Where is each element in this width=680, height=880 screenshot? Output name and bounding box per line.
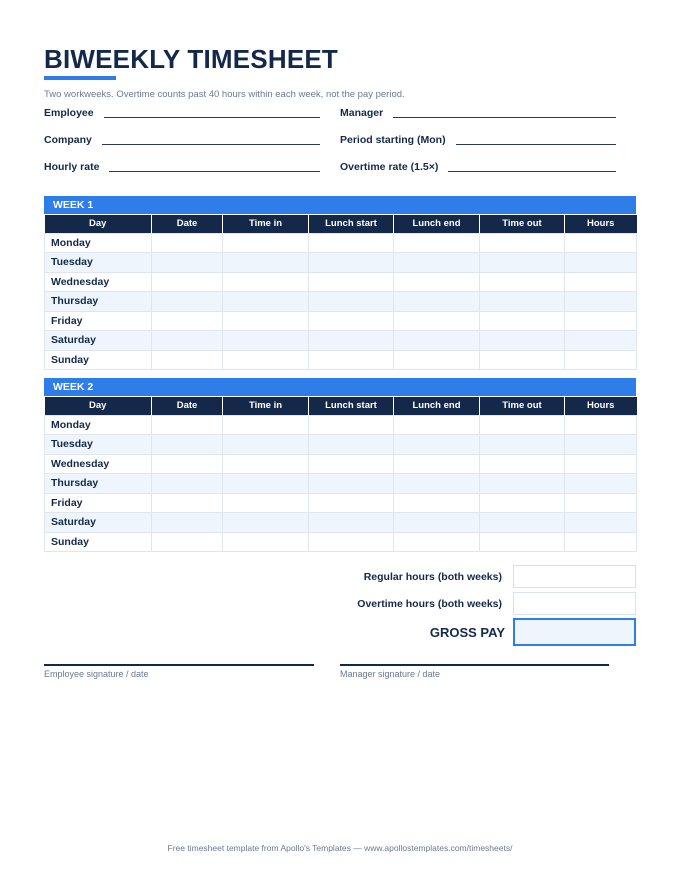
week-2-wednesday-date-cell[interactable] xyxy=(152,454,223,474)
week-1-saturday-hours-cell[interactable] xyxy=(565,331,637,351)
overtime-hours-label: Overtime hours (both weeks) xyxy=(357,598,502,610)
regular-hours-input[interactable] xyxy=(513,565,636,588)
week-1-wednesday-date-cell[interactable] xyxy=(152,272,223,292)
week-2-col-hours: Hours xyxy=(565,397,637,415)
week-2-col-time-in: Time in xyxy=(223,397,309,415)
company-field[interactable] xyxy=(44,132,320,146)
week-1-sunday-time-out-cell[interactable] xyxy=(480,350,565,370)
table-row xyxy=(45,493,637,513)
week-1-day-label: Monday xyxy=(45,233,152,253)
week-2-day-label: Wednesday xyxy=(45,454,152,474)
table-row xyxy=(45,272,637,292)
week-2-sunday-hours-cell[interactable] xyxy=(565,532,637,552)
week-1-body xyxy=(45,233,637,370)
week-1-monday-time-out-cell[interactable] xyxy=(480,233,565,253)
week-2-sunday-lunch-end-cell[interactable] xyxy=(394,532,480,552)
table-row xyxy=(45,292,637,312)
week-2-friday-time-out-cell[interactable] xyxy=(480,493,565,513)
table-row xyxy=(45,415,637,435)
week-1-thursday-time-in-cell[interactable] xyxy=(223,292,309,312)
week-1-monday-time-in-cell[interactable] xyxy=(223,233,309,253)
week-2-saturday-hours-cell[interactable] xyxy=(565,513,637,533)
week-1-friday-date-cell[interactable] xyxy=(152,311,223,331)
week-1-saturday-time-out-cell[interactable] xyxy=(480,331,565,351)
week-1-col-day: Day xyxy=(45,215,152,233)
week-1-sunday-lunch-end-cell[interactable] xyxy=(394,350,480,370)
week-2-tuesday-lunch-start-cell[interactable] xyxy=(309,435,394,455)
company-label: Company xyxy=(44,134,92,146)
week-1-thursday-time-out-cell[interactable] xyxy=(480,292,565,312)
week-1-day-label: Saturday xyxy=(45,331,152,351)
period-start-field[interactable] xyxy=(340,132,616,146)
week-2-saturday-lunch-end-cell[interactable] xyxy=(394,513,480,533)
hourly-rate-input-line[interactable] xyxy=(109,171,320,172)
week-1-col-date: Date xyxy=(152,215,223,233)
week-2-thursday-lunch-start-cell[interactable] xyxy=(309,474,394,494)
gross-pay-input[interactable] xyxy=(513,618,636,646)
overtime-hours-input[interactable] xyxy=(513,592,636,615)
week-1-wednesday-lunch-end-cell[interactable] xyxy=(394,272,480,292)
week-2-friday-time-in-cell[interactable] xyxy=(223,493,309,513)
manager-field[interactable] xyxy=(340,105,616,119)
overtime-rate-field[interactable] xyxy=(340,159,616,173)
period-start-input-line[interactable] xyxy=(456,144,616,145)
week-2-monday-time-in-cell[interactable] xyxy=(223,415,309,435)
week-1-tuesday-lunch-start-cell[interactable] xyxy=(309,253,394,273)
week-1-thursday-hours-cell[interactable] xyxy=(565,292,637,312)
table-row xyxy=(45,233,637,253)
week-1-tuesday-time-in-cell[interactable] xyxy=(223,253,309,273)
week-1-friday-hours-cell[interactable] xyxy=(565,311,637,331)
week-1-day-label: Sunday xyxy=(45,350,152,370)
week-2-monday-lunch-start-cell[interactable] xyxy=(309,415,394,435)
title-underline xyxy=(44,76,116,80)
hourly-rate-field[interactable] xyxy=(44,159,320,173)
week-1-day-label: Wednesday xyxy=(45,272,152,292)
company-input-line[interactable] xyxy=(102,144,320,145)
week-2-day-label: Tuesday xyxy=(45,435,152,455)
manager-label: Manager xyxy=(340,107,384,119)
week-1-saturday-lunch-start-cell[interactable] xyxy=(309,331,394,351)
page-title: BIWEEKLY TIMESHEET xyxy=(44,44,338,74)
week-2-saturday-time-in-cell[interactable] xyxy=(223,513,309,533)
week-2-saturday-lunch-start-cell[interactable] xyxy=(309,513,394,533)
week-2-day-label: Friday xyxy=(45,493,152,513)
table-row xyxy=(45,311,637,331)
table-row xyxy=(45,435,637,455)
employee-signature-line[interactable] xyxy=(44,664,314,666)
week-1-thursday-lunch-start-cell[interactable] xyxy=(309,292,394,312)
week-2-thursday-hours-cell[interactable] xyxy=(565,474,637,494)
footer-credit: Free timesheet template from Apollo's Templates — www.apollostemplates.com/timesheets/ xyxy=(167,843,513,853)
employee-field[interactable] xyxy=(44,105,320,119)
week-1-day-label: Thursday xyxy=(45,292,152,312)
week-2-wednesday-lunch-start-cell[interactable] xyxy=(309,454,394,474)
week-2-saturday-date-cell[interactable] xyxy=(152,513,223,533)
week-2-sunday-time-out-cell[interactable] xyxy=(480,532,565,552)
week-2-tuesday-hours-cell[interactable] xyxy=(565,435,637,455)
week-1-table xyxy=(44,215,637,370)
week-2-tuesday-time-in-cell[interactable] xyxy=(223,435,309,455)
week-2-monday-lunch-end-cell[interactable] xyxy=(394,415,480,435)
week-1-day-label: Tuesday xyxy=(45,253,152,273)
week-2-table xyxy=(44,397,637,552)
page-subtitle: Two workweeks. Overtime counts past 40 hours within each week, not the pay period. xyxy=(44,89,405,100)
week-2-thursday-time-in-cell[interactable] xyxy=(223,474,309,494)
employee-input-line[interactable] xyxy=(104,117,320,118)
period-start-label: Period starting (Mon) xyxy=(340,134,446,146)
week-2-col-day: Day xyxy=(45,397,152,415)
week-2-sunday-date-cell[interactable] xyxy=(152,532,223,552)
table-row xyxy=(45,331,637,351)
table-row xyxy=(45,454,637,474)
week-1-saturday-date-cell[interactable] xyxy=(152,331,223,351)
overtime-rate-input-line[interactable] xyxy=(448,171,616,172)
week-2-sunday-lunch-start-cell[interactable] xyxy=(309,532,394,552)
week-1-wednesday-time-out-cell[interactable] xyxy=(480,272,565,292)
week-1-sunday-date-cell[interactable] xyxy=(152,350,223,370)
week-1-friday-time-in-cell[interactable] xyxy=(223,311,309,331)
week-2-friday-hours-cell[interactable] xyxy=(565,493,637,513)
week-2-friday-lunch-start-cell[interactable] xyxy=(309,493,394,513)
table-row xyxy=(45,474,637,494)
week-1-header-row xyxy=(45,215,637,233)
week-2-thursday-lunch-end-cell[interactable] xyxy=(394,474,480,494)
week-2-wednesday-lunch-end-cell[interactable] xyxy=(394,454,480,474)
week-2-friday-lunch-end-cell[interactable] xyxy=(394,493,480,513)
week-1-col-lunch-start: Lunch start xyxy=(309,215,394,233)
week-1-friday-lunch-end-cell[interactable] xyxy=(394,311,480,331)
week-1-saturday-lunch-end-cell[interactable] xyxy=(394,331,480,351)
week-1-sunday-lunch-start-cell[interactable] xyxy=(309,350,394,370)
week-2-col-lunch-start: Lunch start xyxy=(309,397,394,415)
week-2-wednesday-time-in-cell[interactable] xyxy=(223,454,309,474)
week-2-tuesday-lunch-end-cell[interactable] xyxy=(394,435,480,455)
week-2-day-label: Sunday xyxy=(45,532,152,552)
overtime-rate-label: Overtime rate (1.5×) xyxy=(340,161,439,173)
week-1-thursday-date-cell[interactable] xyxy=(152,292,223,312)
week-1-col-time-out: Time out xyxy=(480,215,565,233)
week-1-sunday-time-in-cell[interactable] xyxy=(223,350,309,370)
week-1-wednesday-time-in-cell[interactable] xyxy=(223,272,309,292)
week-1-tuesday-time-out-cell[interactable] xyxy=(480,253,565,273)
week-1-thursday-lunch-end-cell[interactable] xyxy=(394,292,480,312)
week-2-monday-hours-cell[interactable] xyxy=(565,415,637,435)
employee-signature-label: Employee signature / date xyxy=(44,669,149,679)
table-row xyxy=(45,532,637,552)
week-2-friday-date-cell[interactable] xyxy=(152,493,223,513)
week-1-tuesday-hours-cell[interactable] xyxy=(565,253,637,273)
week-2-monday-time-out-cell[interactable] xyxy=(480,415,565,435)
week-2-day-label: Monday xyxy=(45,415,152,435)
week-2-saturday-time-out-cell[interactable] xyxy=(480,513,565,533)
week-2-monday-date-cell[interactable] xyxy=(152,415,223,435)
week-1-monday-hours-cell[interactable] xyxy=(565,233,637,253)
week-1-col-lunch-end: Lunch end xyxy=(394,215,480,233)
week-2-day-label: Thursday xyxy=(45,474,152,494)
week-2-thursday-time-out-cell[interactable] xyxy=(480,474,565,494)
week-2-tuesday-date-cell[interactable] xyxy=(152,435,223,455)
week-2-wednesday-time-out-cell[interactable] xyxy=(480,454,565,474)
week-2-day-label: Saturday xyxy=(45,513,152,533)
week-1-tuesday-date-cell[interactable] xyxy=(152,253,223,273)
table-row xyxy=(45,253,637,273)
table-row xyxy=(45,513,637,533)
week-2-body xyxy=(45,415,637,552)
week-1-header: WEEK 1 xyxy=(44,196,636,214)
week-1-tuesday-lunch-end-cell[interactable] xyxy=(394,253,480,273)
week-1-monday-lunch-start-cell[interactable] xyxy=(309,233,394,253)
week-1-saturday-time-in-cell[interactable] xyxy=(223,331,309,351)
week-2-thursday-date-cell[interactable] xyxy=(152,474,223,494)
manager-signature-line[interactable] xyxy=(340,664,609,666)
hourly-rate-label: Hourly rate xyxy=(44,161,100,173)
manager-signature-label: Manager signature / date xyxy=(340,669,441,679)
week-1-wednesday-hours-cell[interactable] xyxy=(565,272,637,292)
week-2-col-time-out: Time out xyxy=(480,397,565,415)
week-1-friday-lunch-start-cell[interactable] xyxy=(309,311,394,331)
regular-hours-label: Regular hours (both weeks) xyxy=(363,571,502,583)
week-1-col-time-in: Time in xyxy=(223,215,309,233)
week-1-sunday-hours-cell[interactable] xyxy=(565,350,637,370)
week-2-header: WEEK 2 xyxy=(44,378,636,396)
week-2-col-lunch-end: Lunch end xyxy=(394,397,480,415)
week-1-wednesday-lunch-start-cell[interactable] xyxy=(309,272,394,292)
week-2-header-row xyxy=(45,397,637,415)
week-2-col-date: Date xyxy=(152,397,223,415)
gross-pay-label: GROSS PAY xyxy=(429,625,505,640)
week-1-monday-lunch-end-cell[interactable] xyxy=(394,233,480,253)
manager-input-line[interactable] xyxy=(393,117,616,118)
employee-label: Employee xyxy=(44,107,94,119)
week-2-wednesday-hours-cell[interactable] xyxy=(565,454,637,474)
week-2-sunday-time-in-cell[interactable] xyxy=(223,532,309,552)
week-1-friday-time-out-cell[interactable] xyxy=(480,311,565,331)
week-1-day-label: Friday xyxy=(45,311,152,331)
week-2-tuesday-time-out-cell[interactable] xyxy=(480,435,565,455)
week-1-col-hours: Hours xyxy=(565,215,637,233)
week-1-monday-date-cell[interactable] xyxy=(152,233,223,253)
table-row xyxy=(45,350,637,370)
